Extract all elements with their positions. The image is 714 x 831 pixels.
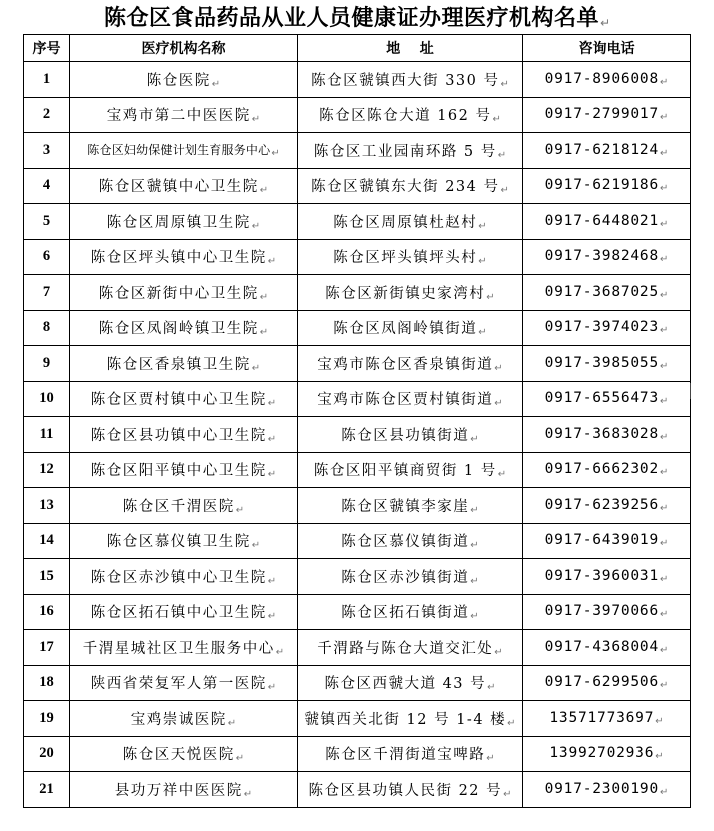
- cell-phone: [523, 736, 691, 772]
- paragraph-mark-icon: ↵: [659, 396, 669, 408]
- paragraph-mark-icon: ↵: [267, 611, 277, 623]
- header-phone: 咨询电话: [523, 35, 691, 62]
- paragraph-mark-icon: ↵: [655, 751, 664, 763]
- cell-name-text: 陈仓医院: [146, 72, 211, 89]
- cell-num-text: 15: [39, 567, 54, 584]
- cell-phone: [523, 488, 691, 524]
- paragraph-mark-icon: ↵: [659, 431, 669, 443]
- table-row: [24, 665, 691, 701]
- cell-phone-text: 0917-8906008: [544, 70, 659, 87]
- cell-address-text: 陈仓区拓石镇街道: [341, 605, 470, 622]
- paragraph-mark-icon: ↵: [259, 291, 269, 303]
- cell-phone: [523, 630, 691, 666]
- cell-phone: [523, 133, 691, 169]
- cell-name: [70, 559, 298, 595]
- cell-num: [24, 523, 70, 559]
- cell-address-text: 宝鸡市陈仓区香泉镇街道: [317, 356, 494, 373]
- cell-phone: [523, 168, 691, 204]
- cell-name-text: 陈仓区虢镇中心卫生院: [98, 179, 259, 196]
- cell-phone: [523, 239, 691, 275]
- cell-num: [24, 772, 70, 808]
- cell-address: [298, 630, 523, 666]
- cell-phone-text: 0917-2300190: [544, 780, 659, 797]
- paragraph-mark-icon: ↵: [251, 540, 261, 552]
- cell-address-text: 陈仓区坪头镇坪头村: [333, 250, 478, 267]
- paragraph-mark-icon: ↵: [659, 609, 669, 621]
- cell-phone-text: 0917-6218124: [544, 141, 659, 158]
- cell-name-text: 陈仓区贾村镇中心卫生院: [90, 392, 267, 409]
- cell-address: [298, 239, 523, 275]
- paragraph-mark-icon: ↵: [659, 573, 669, 585]
- cell-name: [70, 381, 298, 417]
- table-row: [24, 310, 691, 346]
- cell-name-text: 陈仓区千渭医院: [122, 498, 235, 515]
- cell-phone: [523, 559, 691, 595]
- paragraph-mark-icon: ↵: [659, 680, 669, 692]
- paragraph-mark-icon: ↵: [267, 682, 277, 694]
- cell-address-text: 陈仓区凤阁岭镇街道: [333, 321, 478, 338]
- paragraph-mark-icon: ↵: [497, 469, 507, 481]
- paragraph-mark-icon: ↵: [497, 149, 507, 161]
- table-row: [24, 594, 691, 630]
- table-row: [24, 381, 691, 417]
- cell-name-text: 陈仓区赤沙镇中心卫生院: [90, 569, 267, 586]
- cell-name-text: 宝鸡崇诚医院: [130, 711, 227, 728]
- paragraph-mark-icon: ↵: [500, 78, 509, 90]
- paragraph-mark-icon: ↵: [659, 360, 669, 372]
- cell-address-text: 陈仓区陈仓大道 162 号: [319, 108, 492, 125]
- paragraph-mark-icon: ↵: [486, 753, 495, 765]
- cell-num: [24, 736, 70, 772]
- cell-phone-text: 0917-6448021: [544, 212, 659, 229]
- cell-num: [24, 204, 70, 240]
- cell-num-text: 19: [39, 709, 54, 726]
- cell-address: [298, 559, 523, 595]
- cell-address: [298, 736, 523, 772]
- cell-phone: [523, 523, 691, 559]
- cell-phone: [523, 594, 691, 630]
- table-row: [24, 701, 691, 737]
- cell-num: [24, 168, 70, 204]
- paragraph-mark-icon: ↵: [259, 185, 269, 197]
- cell-address: [298, 452, 523, 488]
- cell-num: [24, 381, 70, 417]
- paragraph-mark-icon: ↵: [500, 185, 509, 197]
- cell-address-text: 陈仓区周原镇杜赵村: [333, 214, 478, 231]
- cell-name: [70, 97, 298, 133]
- cell-name: [70, 594, 298, 630]
- cell-address: [298, 204, 523, 240]
- cell-address: [298, 772, 523, 808]
- cell-address-text: 陈仓区县功镇街道: [341, 427, 470, 444]
- paragraph-mark-icon: ↵: [494, 398, 503, 410]
- cell-phone: [523, 452, 691, 488]
- cell-phone: [523, 417, 691, 453]
- cell-num-text: 6: [42, 248, 51, 265]
- cell-phone: [523, 62, 691, 98]
- cell-phone-text: 0917-3985055: [544, 354, 659, 371]
- cell-address: [298, 168, 523, 204]
- cell-phone-text: 0917-6556473: [544, 390, 659, 407]
- cell-num-text: 20: [39, 745, 54, 762]
- cell-num-text: 18: [39, 674, 54, 691]
- cell-name-text: 陈仓区妇幼保健计划生育服务中心: [87, 143, 271, 158]
- cell-address: [298, 310, 523, 346]
- header-name: 医疗机构名称: [70, 35, 298, 62]
- cell-phone: [523, 772, 691, 808]
- paragraph-mark-icon: ↵: [599, 16, 611, 30]
- paragraph-mark-icon: ↵: [470, 575, 479, 587]
- cell-phone-text: 0917-6299506: [544, 674, 659, 691]
- cell-name: [70, 62, 298, 98]
- cell-phone-text: 0917-3960031: [544, 567, 659, 584]
- page-title-text: 陈仓区食品药品从业人员健康证办理医疗机构名单: [103, 5, 599, 31]
- cell-name: [70, 523, 298, 559]
- paragraph-mark-icon: ↵: [267, 575, 277, 587]
- cell-num-text: 3: [42, 141, 51, 158]
- cell-phone: [523, 665, 691, 701]
- paragraph-mark-icon: ↵: [235, 504, 245, 516]
- cell-num: [24, 417, 70, 453]
- cell-num: [24, 62, 70, 98]
- table-row: [24, 97, 691, 133]
- cell-name: [70, 665, 298, 701]
- cell-phone-text: 0917-6662302: [544, 461, 659, 478]
- cell-name-text: 陈仓区阳平镇中心卫生院: [90, 463, 267, 480]
- cell-name: [70, 310, 298, 346]
- cell-address: [298, 701, 523, 737]
- cell-num: [24, 346, 70, 382]
- cell-num: [24, 97, 70, 133]
- paragraph-mark-icon: ↵: [494, 362, 503, 374]
- cell-phone-text: 0917-6219186: [544, 177, 659, 194]
- cell-address: [298, 417, 523, 453]
- cell-phone-text: 0917-3974023: [544, 319, 659, 336]
- paragraph-mark-icon: ↵: [486, 291, 495, 303]
- paragraph-mark-icon: ↵: [659, 502, 669, 514]
- cell-phone: [523, 275, 691, 311]
- cell-address-text: 陈仓区慕仪镇街道: [341, 534, 470, 551]
- cell-name-text: 陈仓区坪头镇中心卫生院: [90, 250, 267, 267]
- cell-address-text: 陈仓区虢镇李家崖: [341, 498, 470, 515]
- table-row: [24, 62, 691, 98]
- page-title: [0, 3, 714, 38]
- paragraph-mark-icon: ↵: [494, 646, 503, 658]
- cell-address-text: 陈仓区赤沙镇街道: [341, 569, 470, 586]
- paragraph-mark-icon: ↵: [251, 114, 261, 126]
- cell-phone-text: 0917-3982468: [544, 248, 659, 265]
- cell-num: [24, 275, 70, 311]
- cell-phone: [523, 204, 691, 240]
- cell-name: [70, 346, 298, 382]
- paragraph-mark-icon: ↵: [659, 76, 669, 88]
- cell-address-text: 陈仓区虢镇西大街 330 号: [311, 72, 500, 89]
- cell-address-text: 陈仓区阳平镇商贸街 1 号: [313, 463, 497, 480]
- cell-name-text: 宝鸡市第二中医医院: [106, 108, 251, 125]
- cell-name: [70, 736, 298, 772]
- cell-address-text: 宝鸡市陈仓区贾村镇街道: [317, 392, 494, 409]
- cell-address-text: 陈仓区虢镇东大街 234 号: [311, 179, 500, 196]
- cell-address-text: 陈仓区工业园南环路 5 号: [313, 143, 497, 160]
- cell-num-text: 7: [42, 283, 51, 300]
- cell-phone-text: 13571773697: [549, 709, 655, 726]
- cell-phone: [523, 346, 691, 382]
- cell-phone: [523, 381, 691, 417]
- cell-num: [24, 630, 70, 666]
- cell-name: [70, 204, 298, 240]
- cell-num-text: 8: [42, 319, 51, 336]
- cell-address-text: 陈仓区新街镇史家湾村: [325, 285, 486, 302]
- cell-address: [298, 381, 523, 417]
- paragraph-mark-icon: ↵: [470, 504, 479, 516]
- cell-num: [24, 665, 70, 701]
- cell-num-text: 1: [42, 70, 51, 87]
- table-body: [24, 62, 691, 808]
- paragraph-mark-icon: ↵: [659, 644, 669, 656]
- paragraph-mark-icon: ↵: [659, 254, 669, 266]
- cell-num: [24, 594, 70, 630]
- cell-name: [70, 488, 298, 524]
- cell-phone-text: 0917-4368004: [544, 638, 659, 655]
- paragraph-mark-icon: ↵: [470, 611, 479, 623]
- cell-num-text: 13: [39, 496, 54, 513]
- paragraph-mark-icon: ↵: [271, 148, 280, 160]
- cell-name: [70, 133, 298, 169]
- cell-num-text: 2: [42, 106, 51, 123]
- cell-name-text: 陈仓区周原镇卫生院: [106, 214, 251, 231]
- table-row: [24, 168, 691, 204]
- cell-num-text: 17: [39, 638, 54, 655]
- cell-num-text: 5: [42, 212, 51, 229]
- paragraph-mark-icon: ↵: [655, 715, 664, 727]
- paragraph-mark-icon: ↵: [659, 538, 669, 550]
- cell-name-text: 陈仓区拓石镇中心卫生院: [90, 605, 267, 622]
- table-header-row: [24, 35, 691, 62]
- table-row: [24, 736, 691, 772]
- paragraph-mark-icon: ↵: [275, 646, 285, 658]
- paragraph-mark-icon: ↵: [659, 112, 669, 124]
- paragraph-mark-icon: ↵: [227, 717, 237, 729]
- cell-phone: [523, 701, 691, 737]
- paragraph-mark-icon: ↵: [251, 220, 261, 232]
- cell-num: [24, 559, 70, 595]
- cell-num: [24, 239, 70, 275]
- cell-address: [298, 488, 523, 524]
- cell-name: [70, 275, 298, 311]
- header-num: 序号: [24, 35, 70, 62]
- cell-phone-text: 0917-6239256: [544, 496, 659, 513]
- margin-marker: [690, 383, 691, 399]
- cell-num: [24, 452, 70, 488]
- paragraph-mark-icon: ↵: [659, 786, 669, 798]
- cell-name: [70, 168, 298, 204]
- paragraph-mark-icon: ↵: [659, 467, 669, 479]
- paragraph-mark-icon: ↵: [478, 220, 487, 232]
- cell-name: [70, 452, 298, 488]
- table-row: [24, 346, 691, 382]
- cell-num: [24, 310, 70, 346]
- cell-name: [70, 630, 298, 666]
- cell-address: [298, 275, 523, 311]
- cell-phone-text: 0917-2799017: [544, 106, 659, 123]
- cell-num: [24, 488, 70, 524]
- cell-num-text: 16: [39, 603, 54, 620]
- cell-name-text: 陈仓区县功镇中心卫生院: [90, 427, 267, 444]
- cell-name-text: 陕西省荣复军人第一医院: [90, 676, 267, 693]
- paragraph-mark-icon: ↵: [507, 717, 516, 729]
- paragraph-mark-icon: ↵: [211, 78, 221, 90]
- cell-phone-text: 0917-3687025: [544, 283, 659, 300]
- cell-num-text: 10: [39, 390, 54, 407]
- cell-name-text: 千渭星城社区卫生服务中心: [82, 640, 275, 657]
- cell-phone-text: 0917-3970066: [544, 603, 659, 620]
- cell-address-text: 陈仓区千渭街道宝啤路: [325, 747, 486, 764]
- paragraph-mark-icon: ↵: [487, 682, 496, 694]
- paragraph-mark-icon: ↵: [267, 256, 277, 268]
- paragraph-mark-icon: ↵: [243, 788, 253, 800]
- paragraph-mark-icon: ↵: [492, 114, 501, 126]
- paragraph-mark-icon: ↵: [659, 147, 669, 159]
- cell-name-text: 陈仓区香泉镇卫生院: [106, 356, 251, 373]
- table-row: [24, 275, 691, 311]
- clinic-table: [23, 34, 691, 808]
- cell-address: [298, 133, 523, 169]
- paragraph-mark-icon: ↵: [470, 433, 479, 445]
- cell-phone-text: 0917-3683028: [544, 425, 659, 442]
- paragraph-mark-icon: ↵: [267, 469, 277, 481]
- cell-address: [298, 523, 523, 559]
- table-row: [24, 488, 691, 524]
- cell-name: [70, 701, 298, 737]
- table-row: [24, 417, 691, 453]
- cell-address-text: 千渭路与陈仓大道交汇处: [317, 640, 494, 657]
- cell-name-text: 县功万祥中医医院: [114, 782, 243, 799]
- cell-num: [24, 701, 70, 737]
- cell-num-text: 9: [42, 354, 51, 371]
- paragraph-mark-icon: ↵: [267, 433, 277, 445]
- paragraph-mark-icon: ↵: [259, 327, 269, 339]
- cell-name: [70, 417, 298, 453]
- table-row: [24, 772, 691, 808]
- cell-name-text: 陈仓区天悦医院: [122, 747, 235, 764]
- cell-address-text: 陈仓区县功镇人民街 22 号: [308, 782, 503, 799]
- cell-address: [298, 62, 523, 98]
- cell-name-text: 陈仓区新街中心卫生院: [98, 285, 259, 302]
- cell-name-text: 陈仓区慕仪镇卫生院: [106, 534, 251, 551]
- cell-num-text: 12: [39, 461, 54, 478]
- table-row: [24, 452, 691, 488]
- table-row: [24, 204, 691, 240]
- table-row: [24, 559, 691, 595]
- paragraph-mark-icon: ↵: [478, 327, 487, 339]
- paragraph-mark-icon: ↵: [659, 183, 669, 195]
- cell-address: [298, 665, 523, 701]
- cell-num-text: 21: [39, 780, 54, 797]
- cell-address: [298, 346, 523, 382]
- cell-name: [70, 239, 298, 275]
- paragraph-mark-icon: ↵: [470, 540, 479, 552]
- paragraph-mark-icon: ↵: [478, 256, 487, 268]
- table-row: [24, 630, 691, 666]
- paragraph-mark-icon: ↵: [267, 398, 277, 410]
- cell-address: [298, 594, 523, 630]
- cell-phone-text: 0917-6439019: [544, 532, 659, 549]
- paragraph-mark-icon: ↵: [235, 753, 245, 765]
- header-address: 地 址: [298, 35, 523, 62]
- paragraph-mark-icon: ↵: [503, 788, 512, 800]
- cell-num-text: 11: [39, 425, 54, 442]
- table-row: [24, 239, 691, 275]
- table-row: [24, 133, 691, 169]
- cell-num-text: 4: [42, 177, 51, 194]
- cell-address-text: 虢镇西关北街 12 号 1-4 楼: [304, 711, 507, 728]
- paragraph-mark-icon: ↵: [659, 325, 669, 337]
- cell-num-text: 14: [39, 532, 54, 549]
- cell-name-text: 陈仓区凤阁岭镇卫生院: [98, 321, 259, 338]
- cell-phone-text: 13992702936: [549, 745, 655, 762]
- cell-phone: [523, 310, 691, 346]
- cell-name: [70, 772, 298, 808]
- cell-num: [24, 133, 70, 169]
- paragraph-mark-icon: ↵: [251, 362, 261, 374]
- cell-address-text: 陈仓区西虢大道 43 号: [324, 676, 487, 693]
- paragraph-mark-icon: ↵: [659, 289, 669, 301]
- paragraph-mark-icon: ↵: [659, 218, 669, 230]
- table-row: [24, 523, 691, 559]
- cell-address: [298, 97, 523, 133]
- cell-phone: [523, 97, 691, 133]
